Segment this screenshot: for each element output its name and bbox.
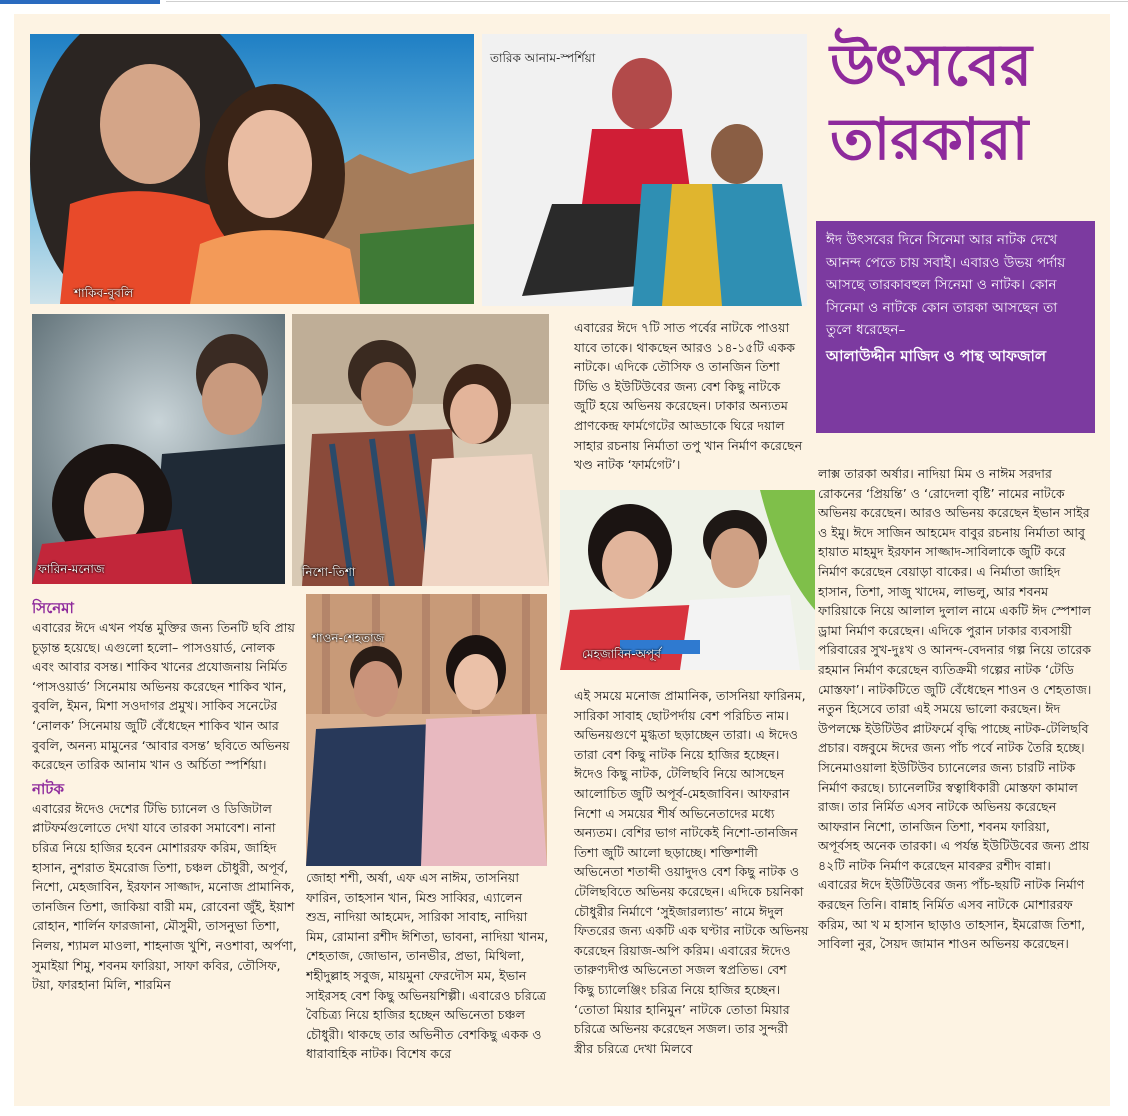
photo-mehzabin-opurbo bbox=[560, 490, 815, 670]
photo-nisho-tisha-image bbox=[292, 314, 549, 586]
photo-shakib-bubly bbox=[30, 34, 474, 304]
photo-mehzabin-opurbo-image bbox=[560, 490, 815, 670]
intro-authors: আলাউদ্দীন মাজিদ ও পান্থ আফজাল bbox=[826, 346, 1047, 365]
photo-nisho-tisha bbox=[292, 314, 549, 586]
headline-line-1: উৎসবের bbox=[830, 31, 1032, 99]
caption-shawon-shehtaj: শাওন-শেহতাজ bbox=[312, 631, 385, 645]
top-rule bbox=[0, 0, 1128, 6]
column-4-text: লাক্স তারকা অর্ষার। নাদিয়া মিম ও নাঈম সরদার রোকনের ‘প্রিয়ন্তি’ ও ‘রোদেলা বৃষ্টি’ নামের নাটকে অভিনয় করেছেন। আরও অভিনয় করেছেন ইভান সাইর ও ইমু। ঈদে সাজিন আহমেদ বাবুর রচনায় নির্মাতা আবু হায়াত মাহমুদ ইরফান সাজ্জাদ-সাবিলাকে জুটি করে নির্মাণ করেছেন বেয়াড়া বাকের। এ নির্মাতা জাহিদ হাসান, তিশা, সাজু খাদেম, লাভলু, আর শবনম ফারিয়াকে নিয়ে আলাল দুলাল নামে একটি ঈদ স্পেশাল ড্রামা নির্মাণ করেছেন। এদিকে পুরান ঢাকার ব্যবসায়ী পরিবারের সুখ-দুঃখ ও আনন্দ-বেদনার গল্প নিয়ে তারেক রহমান নির্মাণ করেছেন ব্যতিক্রমী গল্পের নাটক ‘টেডি মোস্তফা’। নাটকটিতে জুটি বেঁধেছেন শাওন ও শেহতাজ। নতুন হিসেবে তারা এই সময়ে ভালো করছেন। ঈদ উপলক্ষে ইউটিউব প্লাটফর্মে বৃদ্ধি পাচ্ছে নাটক-টেলিছবি প্রচার। বঙ্গবুমে ঈদের জন্য পাঁচ পর্বে নাটক তৈরি হচ্ছে। সিনেমাওয়ালা ইউটিউব চ্যানেলের জন্য চারটি নাটক নির্মাণ করছে। চ্যানেলটির স্বত্বাধিকারী মোস্তফা কামাল রাজ। তার নির্মিত এসব নাটকে অভিনয় করেছেন আফরান নিশো, তানজিন তিশা, শবনম ফারিয়া, অপূর্বসহ অনেক তারকা। এ পর্যন্ত ইউটিউবের জন্য প্রায় ৪২টি নাটক নির্মাণ করেছেন মাবরুর রশীদ বান্না। এবারের ঈদে ইউটিউবের জন্য পাঁচ-ছয়টি নাটক নির্মাণ করছেন তিনি। বান্নাহ নির্মিত এসব নাটকে মোশাররফ করিম, আ খ ম হাসান ছাড়াও তাহসান, ইমরোজ তিশা, সাবিলা নুর, সৈয়দ জামান শাওন অভিনয় করেছেন। bbox=[818, 466, 1092, 952]
caption-shakib-bubly: শাকিব-বুবলি bbox=[74, 286, 134, 300]
column-3-top-text: এবারের ঈদে ৭টি সাত পর্বের নাটকে পাওয়া যাবে তাকে। থাকছেন আরও ১৪-১৫টি একক নাটকে। এদিকে তৌসিফ ও তানজিন তিশা টিভি ও ইউটিউবের জন্য বেশ কিছু নাটকে জুটি হয়ে অভিনয় করেছেন। ঢাকার অন্যতম প্রাণকেন্দ্র ফার্মগেটের আড্ডাকে ঘিরে দয়াল সাহার রচনায় নির্মাতা তপু খান নির্মাণ করেছেন খণ্ড নাটক ‘ফার্মগেট’। bbox=[574, 320, 803, 473]
cinema-heading: সিনেমা bbox=[32, 599, 74, 617]
photo-farin-monoj bbox=[32, 314, 285, 584]
natok-heading: নাটক bbox=[32, 779, 64, 798]
column-4 bbox=[818, 464, 1094, 1106]
photo-tarik-sporshia-image bbox=[482, 34, 807, 306]
photo-tarik-sporshia bbox=[482, 34, 807, 306]
headline-line-2: তারকারা bbox=[830, 105, 1029, 173]
column-2 bbox=[306, 868, 550, 1104]
intro-box bbox=[816, 221, 1095, 433]
caption-tarik-sporshia: তারিক আনাম-স্পর্শিয়া bbox=[490, 51, 596, 65]
photo-shawon-shehtaj bbox=[306, 594, 547, 866]
caption-nisho-tisha: নিশো-তিশা bbox=[302, 565, 356, 579]
column-3-bottom-text: এই সময়ে মনোজ প্রামানিক, তাসনিয়া ফারিনম, সারিকা সাবাহ ছোটপর্দায় বেশ পরিচিত নাম। অভিনয়গুণে মুগ্ধতা ছড়াচ্ছেন তারা। এ ঈদেও তারা বেশ কিছু নাটক নিয়ে হাজির হচ্ছেন। ঈদেও কিছু নাটক, টেলিছবি নিয়ে আসছেন আলোচিত জুটি অপূর্ব-মেহজাবিন। আফরান নিশো এ সময়ের শীর্ষ অভিনেতাদের মধ্যে অন্যতম। বেশির ভাগ নাটকেই নিশো-তানজিন তিশা জুটি আলো ছড়াচ্ছে। শক্তিশালী অভিনেতা শতাব্দী ওয়াদুদও বেশ কিছু নাটক ও টেলিছবিতে অভিনয় করেছেন। এদিকে চয়নিকা চৌধুরীর নির্মাণে ‘সুইজারল্যান্ড’ নামে ঈদুল ফিতরের জন্য একটি এক ঘণ্টার নাটকে অভিনয় করেছেন রিয়াজ-অপি করিম। এবারের ঈদেও তারুণ্যদীপ্ত অভিনেতা সজল স্বপ্রতিভ। বেশ কিছু চ্যালেঞ্জিং চরিত্র নিয়ে হাজির হচ্ছেন। ‘তোতা মিয়ার হানিমুন’ নাটকে তোতা মিয়ার চরিত্রে অভিনয় করেছেন সজল। তার সুন্দরী স্ত্রীর চরিত্রে দেখা মিলবে bbox=[574, 688, 809, 1056]
column-2-text: জোহা শশী, অর্ষা, এফ এস নাঈম, তাসনিয়া ফারিন, তাহসান খান, মিশু সাব্বির, এ্যালেন শুভ্র, নাদিয়া আহমেদ, সারিকা সাবাহ, নাদিয়া মিম, রোমানা রশীদ ঈশিতা, ভাবনা, নাদিয়া খানম, শেহতাজ, জোভান, তানভীর, প্রভা, মিথিলা, শহীদুল্লাহ সবুজ, মায়মুনা ফেরদৌস মম, ইভান সাইরসহ বেশ কিছু অভিনয়শিল্পী। এবারেও চরিত্রে বৈচিত্র্য নিয়ে হাজির হচ্ছেন অভিনেতা চঞ্চল চৌধুরী। থাকছে তার অভিনীত বেশকিছু একক ও ধারাবাহিক নাটক। বিশেষ করে bbox=[306, 870, 549, 1062]
column-3-bottom bbox=[574, 686, 810, 1106]
photo-shakib-bubly-image bbox=[30, 34, 474, 304]
photo-farin-monoj-image bbox=[32, 314, 285, 584]
natok-text: এবারের ঈদেও দেশের টিভি চ্যানেল ও ডিজিটাল প্লাটফর্মগুলোতে দেখা যাবে তারকা সমাবেশ। নানা চরিত্র নিয়ে হাজির হবেন মোশাররফ করিম, জাহিদ হাসান, নুশরাত ইমরোজ তিশা, চঞ্চল চৌধুরী, অপূর্ব, নিশো, মেহজাবিন, ইরফান সাজ্জাদ, মনোজ প্রামানিক, তানজিন তিশা, জাকিয়া বারী মম, রোবেনা জুঁই, ইয়াশ রোহান, শার্লিন ফারজানা, মৌসুমী, তাসনুভা তিশা, নিলয়, শ্যামল মাওলা, শাহনাজ খুশি, নওশাবা, অর্পণা, সুমাইয়া শিমু, শবনম ফারিয়া, সাফা কবির, তৌসিফ, টয়া, ফারহানা মিলি, শারমিন bbox=[32, 800, 297, 993]
top-rule-line bbox=[166, 1, 1128, 2]
intro-text: ঈদ উৎসবের দিনে সিনেমা আর নাটক দেখে আনন্দ পেতে চায় সবাই। এবারও উভয় পর্দায় আসছে তারকাবহুল সিনেমা ও নাটক। কোন সিনেমা ও নাটকে কোন তারকা আসছেন তা তুলে ধরেছেন– bbox=[826, 232, 1066, 338]
column-1 bbox=[32, 598, 298, 1104]
headline bbox=[830, 28, 1100, 176]
cinema-text: এবারের ঈদে এখন পর্যন্ত মুক্তির জন্য তিনটি ছবি প্রায় চূড়ান্ত হয়েছে। এগুলো হলো– পাসওয়ার্ড, নোলক এবং আবার বসন্ত। শাকিব খানের প্রযোজনায় নির্মিত ‘পাসওয়ার্ড’ সিনেমায় অভিনয় করেছেন শাকিব খান, বুবলি, ইমন, মিশা সওদাগর প্রমুখ। সাকিব সনেটের ‘নোলক’ সিনেমায় জুটি বেঁধেছেন শাকিব খান আর বুবলি, অনন্য মামুনের ‘আবার বসন্ত’ ছবিতে অভিনয় করেছেন তারিক আনাম খান ও অর্চিতা স্পর্শিয়া। bbox=[32, 620, 295, 773]
caption-farin-monoj: ফারিন-মনোজ bbox=[38, 562, 105, 576]
top-rule-accent bbox=[0, 0, 160, 4]
caption-mehzabin-opurbo: মেহজাবিন-অপূর্ব bbox=[582, 647, 661, 661]
column-3-top bbox=[574, 318, 806, 490]
